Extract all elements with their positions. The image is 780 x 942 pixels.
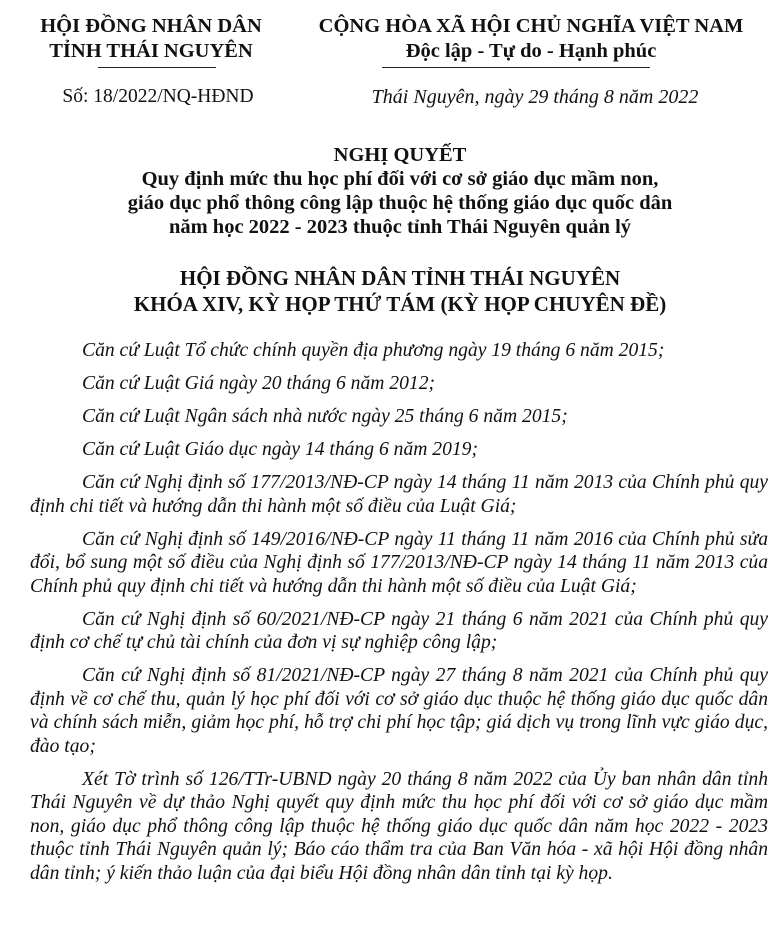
- legal-basis-item: Căn cứ Luật Giáo dục ngày 14 tháng 6 năm 2019;: [82, 439, 479, 460]
- agency-underline: [98, 67, 216, 68]
- national-motto: [282, 14, 780, 64]
- document-number: Số: 18/2022/NQ-HĐND: [62, 86, 254, 107]
- issuing-agency: [20, 14, 282, 64]
- legal-basis-item: Căn cứ Luật Ngân sách nhà nước ngày 25 tháng 6 năm 2015;: [82, 406, 568, 427]
- place-and-date: Thái Nguyên, ngày 29 tháng 8 năm 2022: [371, 86, 699, 108]
- agency-line-1: HỘI ĐỒNG NHÂN DÂN: [40, 15, 262, 37]
- council-line-1: HỘI ĐỒNG NHÂN DÂN TỈNH THÁI NGUYÊN: [179, 266, 621, 290]
- title-line-1: Quy định mức thu học phí đối với cơ sở giáo dục mầm non,: [141, 168, 659, 190]
- legal-basis-item: Căn cứ Nghị định số 81/2021/NĐ-CP ngày 27 tháng 8 năm 2021 của Chính phủ quy định về cơ chế thu, quản lý học phí đối với cơ sở giáo dục thuộc hệ thống giáo dục quốc dân và chính sách miễn, giảm học phí, hỗ trợ chi phí học tập; giá dịch vụ trong lĩnh vực giáo dục, đào tạo;: [30, 665, 768, 757]
- submission-review-item: Xét Tờ trình số 126/TTr-UBND ngày 20 tháng 8 năm 2022 của Ủy ban nhân dân tỉnh Thái Nguyên về dự thảo Nghị quyết quy định mức thu học phí đối với cơ sở giáo dục mầm non, giáo dục phổ thông công lập thuộc hệ thống giáo dục quốc dân năm học 2022 - 2023 thuộc tỉnh Thái Nguyên quản lý; Báo cáo thẩm tra của Ban Văn hóa - xã hội Hội đồng nhân dân tỉnh; ý kiến thảo luận của đại biểu Hội đồng nhân dân tỉnh tại kỳ họp.: [30, 768, 768, 884]
- legal-basis-item: Căn cứ Nghị định số 177/2013/NĐ-CP ngày 14 tháng 11 năm 2013 của Chính phủ quy định chi tiết và hướng dẫn thi hành một số điều của Luật Giá;: [30, 472, 768, 517]
- title-line-3: năm học 2022 - 2023 thuộc tỉnh Thái Nguyên quản lý: [168, 216, 632, 238]
- document-type: NGHỊ QUYẾT: [333, 144, 467, 166]
- nation-line-1: CỘNG HÒA XÃ HỘI CHỦ NGHĨA VIỆT NAM: [318, 15, 744, 37]
- legal-basis-item: Căn cứ Luật Giá ngày 20 tháng 6 năm 2012;: [82, 373, 436, 394]
- motto-underline: [382, 67, 650, 68]
- nation-line-2: Độc lập - Tự do - Hạnh phúc: [405, 40, 657, 62]
- council-line-2: KHÓA XIV, KỲ HỌP THỨ TÁM (KỲ HỌP CHUYÊN ĐỀ): [133, 292, 667, 316]
- document-title: [20, 143, 780, 239]
- agency-line-2: TỈNH THÁI NGUYÊN: [49, 40, 253, 62]
- legal-basis-item: Căn cứ Luật Tổ chức chính quyền địa phương ngày 19 tháng 6 năm 2015;: [82, 340, 665, 361]
- legal-basis-item: Căn cứ Nghị định số 149/2016/NĐ-CP ngày 11 tháng 11 năm 2016 của Chính phủ sửa đổi, bổ sung một số điều của Nghị định số 177/2013/NĐ-CP ngày 14 tháng 11 năm 2013 của Chính phủ quy định chi tiết và hướng dẫn thi hành một số điều của Luật Giá;: [30, 528, 768, 597]
- legal-bases: [30, 339, 768, 895]
- title-line-2: giáo dục phổ thông công lập thuộc hệ thống giáo dục quốc dân: [127, 192, 673, 214]
- council-heading: [20, 265, 780, 317]
- legal-basis-item: Căn cứ Nghị định số 60/2021/NĐ-CP ngày 21 tháng 6 năm 2021 của Chính phủ quy định cơ chế tự chủ tài chính của đơn vị sự nghiệp công lập;: [30, 608, 768, 653]
